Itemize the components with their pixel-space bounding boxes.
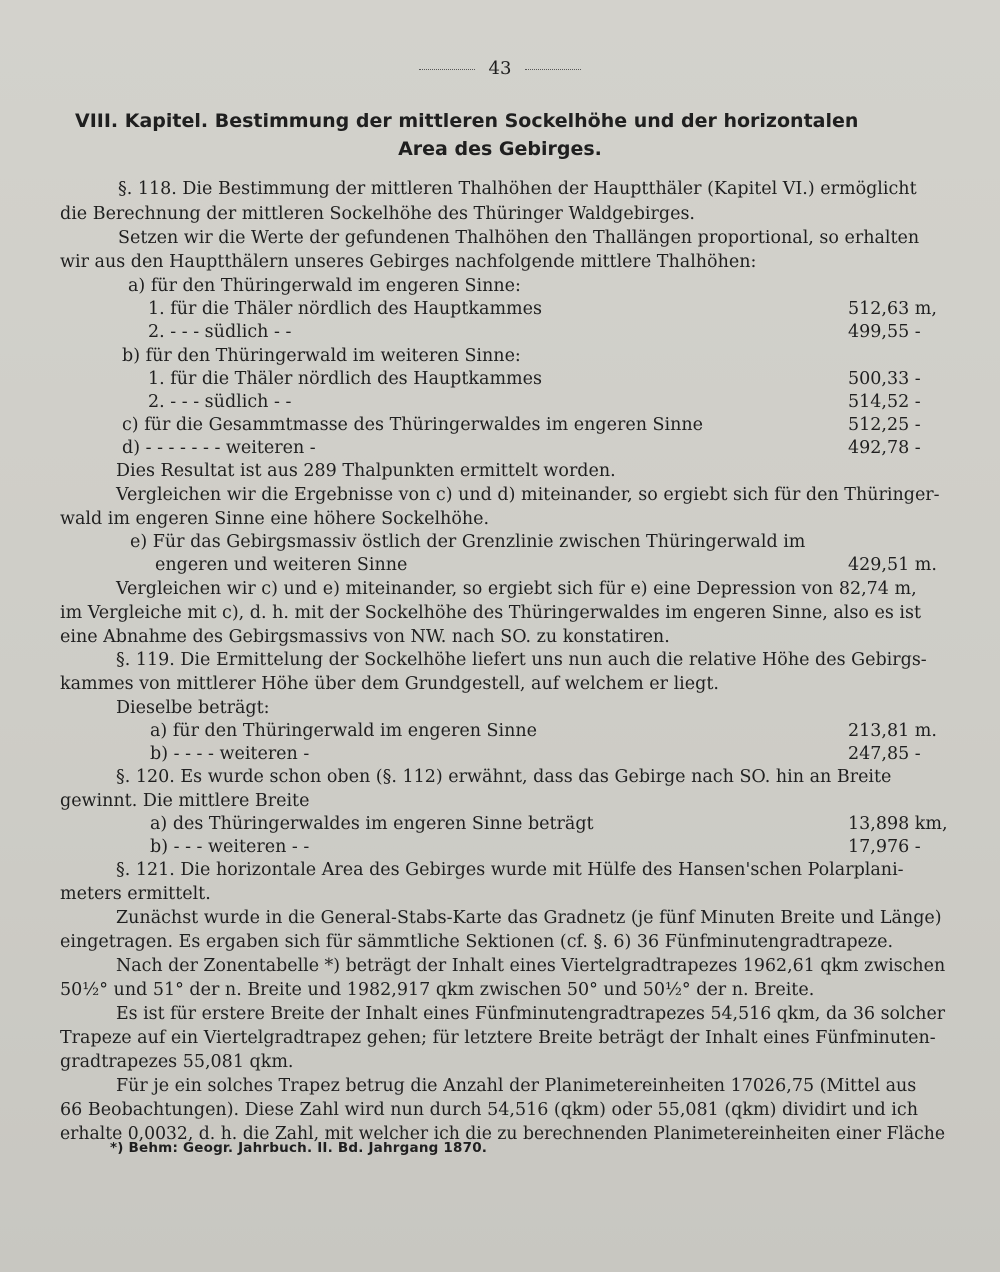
- chapter-subheading: Area des Gebirges.: [398, 138, 602, 160]
- page-number: 43: [0, 58, 1000, 79]
- text-line: gradtrapezes 55,081 qkm.: [60, 1052, 294, 1072]
- text-line: im Vergleiche mit c), d. h. mit der Sockelhöhe des Thüringerwaldes im engeren Sinne, also es ist: [60, 603, 921, 623]
- ornament-right: [525, 69, 581, 70]
- text-line: Für je ein solches Trapez betrug die Anzahl der Planimetereinheiten 17026,75 (Mittel aus: [116, 1076, 917, 1096]
- text-line: kammes von mittlerer Höhe über dem Grundgestell, auf welchem er liegt.: [60, 674, 719, 694]
- text-line: Zunächst wurde in die General-Stabs-Karte das Gradnetz (je fünf Minuten Breite und Länge): [116, 908, 942, 928]
- value-column: 512,63 m,: [848, 299, 937, 319]
- text-line: §. 120. Es wurde schon oben (§. 112) erwähnt, dass das Gebirge nach SO. hin an Breite: [116, 767, 892, 787]
- text-line: d) - - - - - - - weiteren -: [122, 438, 316, 458]
- text-line: wir aus den Hauptthälern unseres Gebirges nachfolgende mittlere Thalhöhen:: [60, 252, 757, 272]
- text-line: Dies Resultat ist aus 289 Thalpunkten ermittelt worden.: [116, 461, 616, 481]
- text-line: a) für den Thüringerwald im engeren Sinne: [150, 721, 538, 741]
- text-line: Setzen wir die Werte der gefundenen Thalhöhen den Thallängen proportional, so erhalten: [118, 228, 920, 248]
- text-line: 1. für die Thäler nördlich des Hauptkammes: [148, 369, 542, 389]
- text-line: Nach der Zonentabelle *) beträgt der Inhalt eines Viertelgradtrapezes 1962,61 qkm zwischen: [116, 956, 946, 976]
- text-line: 1. für die Thäler nördlich des Hauptkammes: [148, 299, 542, 319]
- text-line: b) - - - weiteren - -: [150, 837, 310, 857]
- text-line: 66 Beobachtungen). Diese Zahl wird nun durch 54,516 (qkm) oder 55,081 (qkm) dividirt und ich: [60, 1100, 918, 1120]
- text-line: §. 121. Die horizontale Area des Gebirges wurde mit Hülfe des Hansen'schen Polarplani-: [116, 860, 904, 880]
- chapter-heading: VIII. Kapitel. Bestimmung der mittleren Sockelhöhe und der horizontalen: [75, 110, 859, 132]
- text-line: b) - - - - weiteren -: [150, 744, 310, 764]
- text-line: Dieselbe beträgt:: [116, 698, 270, 718]
- text-line: eine Abnahme des Gebirgsmassivs von NW. nach SO. zu konstatiren.: [60, 627, 670, 647]
- value-column: 213,81 m.: [848, 721, 937, 741]
- value-column: 13,898 km,: [848, 814, 948, 834]
- text-line: engeren und weiteren Sinne: [155, 555, 408, 575]
- text-line: Vergleichen wir die Ergebnisse von c) und d) miteinander, so ergiebt sich für den Thüringer-: [116, 485, 940, 505]
- value-column: 512,25 -: [848, 415, 921, 435]
- value-column: 429,51 m.: [848, 555, 937, 575]
- text-line: meters ermittelt.: [60, 884, 211, 904]
- text-line: e) Für das Gebirgsmassiv östlich der Grenzlinie zwischen Thüringerwald im: [130, 532, 806, 552]
- text-line: die Berechnung der mittleren Sockelhöhe des Thüringer Waldgebirges.: [60, 204, 695, 224]
- text-line: wald im engeren Sinne eine höhere Sockelhöhe.: [60, 509, 490, 529]
- text-line: §. 119. Die Ermittelung der Sockelhöhe liefert uns nun auch die relative Höhe des Gebirgs-: [116, 650, 927, 670]
- text-line: erhalte 0,0032, d. h. die Zahl, mit welcher ich die zu berechnenden Planimetereinheiten einer Fläche: [60, 1124, 946, 1144]
- text-line: Trapeze auf ein Viertelgradtrapez gehen; für letztere Breite beträgt der Inhalt eines Fünfminuten-: [60, 1028, 936, 1048]
- text-line: Vergleichen wir c) und e) miteinander, so ergiebt sich für e) eine Depression von 82,74 m,: [116, 579, 917, 599]
- value-column: 17,976 -: [848, 837, 921, 857]
- value-column: 500,33 -: [848, 369, 921, 389]
- footnote: *) Behm: Geogr. Jahrbuch. II. Bd. Jahrgang 1870.: [110, 1140, 488, 1156]
- value-column: 514,52 -: [848, 392, 921, 412]
- text-line: a) für den Thüringerwald im engeren Sinne:: [128, 276, 521, 296]
- value-column: 499,55 -: [848, 322, 921, 342]
- text-line: Es ist für erstere Breite der Inhalt eines Fünfminutengradtrapezes 54,516 qkm, da 36 solcher: [116, 1004, 946, 1024]
- ornament-left: [419, 69, 475, 70]
- text-line: 2. - - - südlich - -: [148, 322, 292, 342]
- text-line: c) für die Gesammtmasse des Thüringerwaldes im engeren Sinne: [122, 415, 704, 435]
- text-line: gewinnt. Die mittlere Breite: [60, 791, 310, 811]
- text-line: 50½° und 51° der n. Breite und 1982,917 qkm zwischen 50° und 50½° der n. Breite.: [60, 980, 815, 1000]
- value-column: 247,85 -: [848, 744, 921, 764]
- text-line: b) für den Thüringerwald im weiteren Sinne:: [122, 346, 521, 366]
- value-column: 492,78 -: [848, 438, 921, 458]
- text-line: §. 118. Die Bestimmung der mittleren Thalhöhen der Hauptthäler (Kapitel VI.) ermöglicht: [118, 179, 917, 199]
- text-line: eingetragen. Es ergaben sich für sämmtliche Sektionen (cf. §. 6) 36 Fünfminutengradtrapeze.: [60, 932, 894, 952]
- text-line: 2. - - - südlich - -: [148, 392, 292, 412]
- text-line: a) des Thüringerwaldes im engeren Sinne beträgt: [150, 814, 594, 834]
